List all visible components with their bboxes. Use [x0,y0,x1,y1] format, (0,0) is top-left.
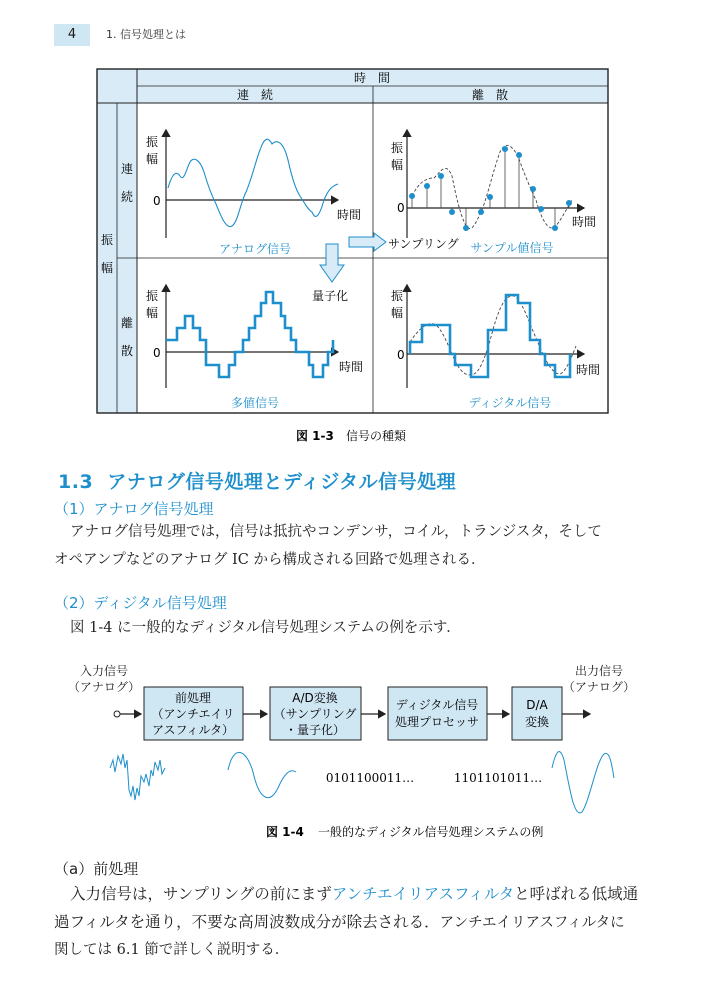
sub1-line-2: オペアンプなどのアナログ IC から構成される回路で処理される． [54,552,486,568]
label-digital: ディジタル信号 [468,396,552,410]
section-title-text: アナログ信号処理とディジタル信号処理 [107,471,457,493]
block-preprocess [144,687,243,740]
axis-zero: 0 [397,201,405,215]
block1-line3: アスフィルタ） [151,723,235,737]
digital-envelope [410,296,576,375]
row-continuous-2: 続 [120,190,134,204]
block-da-converter [512,687,562,740]
sub-a-line-2 [54,908,694,937]
sub1-line-1: アナログ信号処理では，信号は抵抗やコンデンサ，コイル，トランジスタ，そして [70,524,602,540]
axis-time: 時間 [339,360,364,374]
sub-a-line2-sans: 過フィルタを通り，不要な高周波数成分が除去される． [54,913,440,931]
output-wave [552,752,614,813]
figure-1-3 [0,0,701,450]
output-label-2: （アナログ） [562,680,636,694]
col-header-time: 時 間 [353,71,391,85]
page-number: 4 [54,24,90,46]
panel-multilevel [146,285,363,410]
sub-a-line2-serif: アンチエイリアスフィルタに [439,915,625,931]
axis-amp-1: 振 [391,289,404,303]
block1-line2: （アンチエイリ [151,707,235,721]
block4-line1: D/A [526,698,548,712]
axis-amp-2: 幅 [391,306,404,320]
block2-line1: A/D変換 [292,691,338,705]
label-analog: アナログ信号 [218,242,292,256]
arrow-quantization-label: 量子化 [312,289,349,303]
block3-line1: ディジタル信号 [395,698,479,712]
block4-line2: 変換 [524,715,550,729]
sub-a-line-1 [70,880,690,908]
sub2-line-1: 図 1-4 に一般的なディジタル信号処理システムの例を示す． [70,620,461,636]
quantization-arrow [312,244,348,303]
sub-a-line1-pre: 入力信号は，サンプリングの前にまず [70,885,332,903]
axis-amp-1: 振 [146,289,159,303]
col-continuous: 連 続 [236,88,274,102]
sample-stems [412,149,569,228]
bits-2: 1101101011… [453,771,543,785]
noisy-input-wave [110,754,165,800]
input-label-2: （アナログ） [67,680,141,694]
axis-amp-2: 幅 [391,158,404,172]
subsection-1-title: （1）アナログ信号処理 [54,500,214,518]
arrow-sampling-label: サンプリング [388,237,459,251]
axis-time: 時間 [576,363,601,377]
anti-alias-term: アンチエイリアスフィルタ [331,885,515,903]
col-discrete: 離 散 [471,88,509,102]
row-continuous-1: 連 [120,162,134,176]
axis-amp-1: 振 [146,135,159,149]
block3-line2: 処理プロセッサ [394,715,480,729]
axis-zero: 0 [153,346,161,360]
axis-zero: 0 [153,194,161,208]
row-discrete-1: 離 [120,316,134,330]
subsection-2-title: （2）ディジタル信号処理 [54,594,227,612]
figure-1-3-caption-num: 図 1-3 [296,429,334,443]
panel-analog [146,130,361,256]
row-header-amp-1: 振 [100,233,114,247]
axis-amp-2: 幅 [146,306,159,320]
label-sampled: サンプル値信号 [470,241,554,255]
panel-digital [391,285,600,410]
filtered-wave [228,752,296,797]
block1-line1: 前処理 [174,691,212,705]
sub-a-line1-post: と呼ばれる低域通 [514,885,639,903]
block-dsp [388,687,487,740]
output-label-1: 出力信号 [574,664,624,678]
axis-zero: 0 [397,348,405,362]
figure-1-3-caption-text: 信号の種類 [346,429,407,443]
digital-wave [410,295,570,377]
axis-time: 時間 [337,208,362,222]
sub-a-line-3: 関しては 6.1 節で詳しく説明する． [54,942,290,958]
axis-time: 時間 [572,215,597,229]
subsection-a-title: （a）前処理 [54,860,139,878]
row-discrete-2: 散 [120,344,134,358]
multilevel-wave [166,292,333,377]
figure-1-4-caption-text: 一般的なディジタル信号処理システムの例 [318,825,544,839]
axis-amp-2: 幅 [146,152,159,166]
row-header-amp-2: 幅 [100,261,114,275]
figure-1-4-caption-num: 図 1-4 [266,825,304,839]
input-label-1: 入力信号 [79,664,129,678]
block2-line2: （サンプリング [273,707,357,721]
running-title: 1. 信号処理とは [106,28,186,41]
block-ad-converter [270,687,361,740]
sampling-arrow [349,233,459,251]
bits-1: 0101100011… [325,771,415,785]
axis-amp-1: 振 [391,141,404,155]
label-multilevel: 多値信号 [230,396,280,410]
figure-1-4 [0,650,701,850]
analog-wave [168,139,338,226]
block2-line3: ・量子化） [284,723,346,737]
sampled-envelope [412,145,572,228]
section-number: 1.3 [58,471,94,493]
sample-dots [409,146,572,231]
section-title [58,467,456,494]
